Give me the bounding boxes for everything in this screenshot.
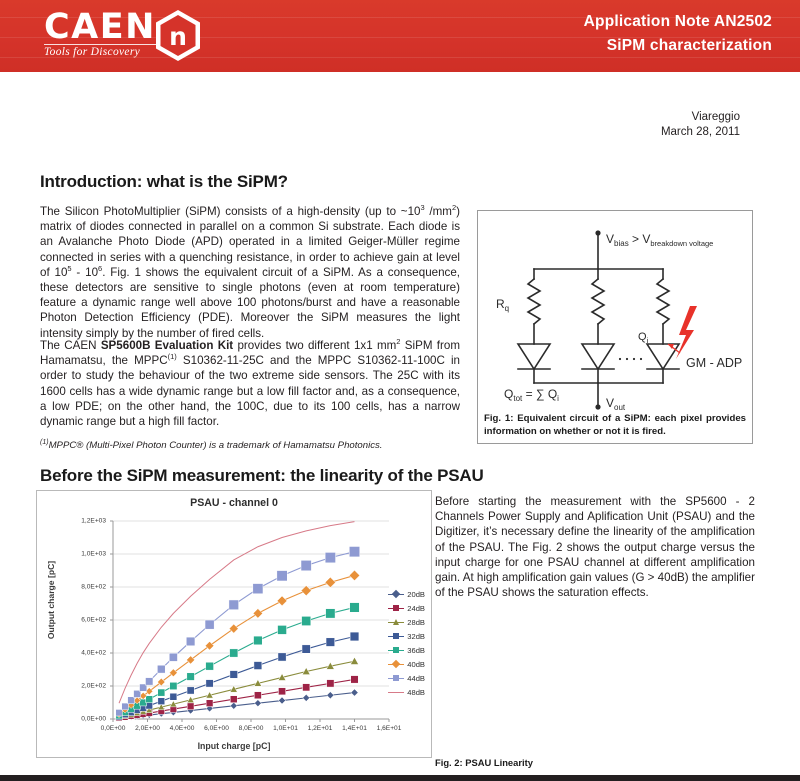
legend-item[interactable] bbox=[388, 643, 425, 657]
p1-sup-2: 2 bbox=[451, 203, 457, 213]
qtot-label: $Q_{tot}$ = ∑ $Q_i$ bbox=[504, 387, 559, 403]
p2-bold-kit: SP5600B Evaluation Kit bbox=[100, 339, 234, 352]
legend-marker bbox=[393, 647, 399, 653]
legend-item[interactable] bbox=[388, 601, 425, 615]
header-title-line1: Application Note AN2502 bbox=[583, 13, 772, 30]
y-tick-label: 8,0E+02 bbox=[81, 583, 106, 591]
p1-text-c: ) matrix of diodes connected in parallel on a common Si substrate. Each diode is an Avalanche Photo Diode (APD) operated in a limited Geiger-Müller regime connected in series with a quenching resistance, in order to achieve gain at level of 10 bbox=[40, 205, 460, 279]
p1-sup-1: 3 bbox=[420, 203, 425, 213]
vout-label: $V_{out}$ bbox=[606, 396, 626, 412]
x-tick-label: 8,0E+00 bbox=[238, 725, 264, 732]
legend-swatch bbox=[388, 636, 404, 637]
logo-wordmark: CAEN bbox=[44, 7, 156, 47]
mppc-footnote bbox=[40, 440, 460, 451]
legend-label: 44dB bbox=[407, 673, 425, 683]
section2-paragraph: Before starting the measurement with the SP5600 - 2 Channels Power Supply and Aplification Unit (PSAU) and the Digitizer, it’s necessary define the linearity of the amplification of the PSAU. The Fig. 2 shows the output charge versus the input charge for one PSAU channel at different amplification gain. At high amplification gain values (G > 40dB) the amplifier of the PSAU shows the saturation effects. bbox=[435, 495, 755, 600]
footnote-marker: (1) bbox=[40, 438, 49, 446]
header-title-line2: SiPM characterization bbox=[606, 37, 772, 54]
legend-marker bbox=[392, 590, 400, 598]
sipm-circuit-diagram bbox=[478, 211, 752, 412]
chart-y-axis-label: Output charge [pC] bbox=[46, 560, 56, 640]
legend-marker bbox=[392, 660, 400, 668]
legend-swatch bbox=[388, 622, 404, 623]
legend-label: 24dB bbox=[407, 603, 425, 613]
qi-label: $Q_i$ bbox=[638, 331, 649, 345]
p1-text-a: The Silicon PhotoMultiplier (SiPM) consists of a high-density (up to ~10 bbox=[40, 205, 421, 218]
section2-heading: Before the SiPM measurement: the linearity of the PSAU bbox=[40, 466, 484, 485]
p1-text-e: . Fig. 1 shows the equivalent circuit of a SiPM. As a consequence, these detectors are sensitive to single photons (even at room temperature) feature a dynamic range well above 100 photons/burst and have a reasonable Photon Detection Efficiency (PDE). Moreover the SiPM measures the light intensity simply by the number of fired cells. bbox=[40, 265, 460, 340]
intro-heading: Introduction: what is the SiPM? bbox=[40, 172, 288, 191]
legend-marker bbox=[393, 605, 399, 611]
vout-node bbox=[595, 404, 600, 409]
p2-sup-1: 2 bbox=[396, 337, 401, 347]
ellipsis-dots bbox=[619, 358, 642, 360]
intro-paragraph-2 bbox=[40, 338, 460, 429]
lightning-bolt-icon bbox=[668, 306, 697, 359]
legend-label: 36dB bbox=[407, 645, 425, 655]
p1-text-b: /mm bbox=[424, 205, 452, 218]
legend-label: 48dB bbox=[407, 687, 425, 697]
svg-text:n: n bbox=[169, 22, 187, 51]
figure-2-chart bbox=[36, 490, 432, 758]
chart-legend bbox=[388, 587, 425, 699]
y-tick-label: 4,0E+02 bbox=[81, 649, 106, 657]
legend-swatch bbox=[388, 650, 404, 651]
x-tick-label: 1,6E+01 bbox=[376, 725, 402, 732]
rq-label: $R_q$ bbox=[496, 297, 510, 313]
figure-2-caption: Fig. 2: PSAU Linearity bbox=[435, 757, 533, 768]
legend-marker bbox=[393, 633, 399, 639]
y-tick-label: 2,0E+02 bbox=[81, 682, 106, 690]
city-label: Viareggio bbox=[691, 111, 740, 123]
y-tick-label: 1,0E+03 bbox=[81, 550, 106, 558]
legend-label: 32dB bbox=[407, 631, 425, 641]
p1-sup-3: 5 bbox=[67, 263, 72, 273]
legend-swatch bbox=[388, 594, 404, 595]
legend-label: 40dB bbox=[407, 659, 425, 669]
x-tick-label: 2,0E+00 bbox=[135, 725, 160, 732]
footnote-text: MPPC® (Multi-Pixel Photon Counter) is a trademark of Hamamatsu Photonics. bbox=[48, 440, 383, 451]
date-block bbox=[661, 110, 740, 140]
p2-sup-2: (1) bbox=[167, 352, 177, 362]
legend-swatch bbox=[388, 608, 404, 609]
x-tick-label: 1,4E+01 bbox=[342, 725, 367, 732]
legend-swatch bbox=[388, 692, 404, 693]
y-tick-label: 0,0E+00 bbox=[81, 715, 106, 723]
legend-item[interactable] bbox=[388, 629, 425, 643]
x-tick-label: 1,2E+01 bbox=[307, 725, 333, 732]
legend-item[interactable] bbox=[388, 615, 425, 629]
chart-x-axis-label: Input charge [pC] bbox=[197, 741, 271, 751]
figure-1-circuit bbox=[477, 210, 753, 444]
legend-marker bbox=[393, 675, 399, 681]
legend-swatch bbox=[388, 678, 404, 679]
hexagon-n-icon bbox=[155, 9, 201, 62]
chart-title: PSAU - channel 0 bbox=[190, 497, 278, 509]
x-tick-label: 6,0E+00 bbox=[204, 725, 229, 732]
legend-label: 28dB bbox=[407, 617, 425, 627]
legend-item[interactable] bbox=[388, 657, 425, 671]
header-title bbox=[584, 10, 772, 58]
legend-item[interactable] bbox=[388, 587, 425, 601]
legend-item[interactable] bbox=[388, 671, 425, 685]
legend-item[interactable] bbox=[388, 685, 425, 699]
x-tick-label: 4,0E+00 bbox=[169, 725, 195, 732]
chart-plot-area bbox=[37, 491, 433, 759]
p2-text-c: SiPM from Hamamatsu, the MPPC bbox=[40, 339, 460, 368]
gm-adp-label: GM - ADP bbox=[686, 356, 743, 370]
logo-tagline: Tools for Discovery bbox=[44, 44, 194, 58]
p1-sup-4: 6 bbox=[98, 263, 103, 273]
figure-1-caption: Fig. 1: Equivalent circuit of a SiPM: each pixel provides information on whether or not it is fired. bbox=[484, 413, 746, 437]
x-tick-label: 1,0E+01 bbox=[273, 725, 298, 732]
legend-label: 20dB bbox=[407, 589, 425, 599]
p2-text-b: provides two different 1x1 mm bbox=[233, 339, 397, 352]
legend-swatch bbox=[388, 664, 404, 665]
p2-text-a: The CAEN bbox=[40, 339, 101, 352]
page-footer-bar bbox=[0, 775, 800, 781]
p2-text-d: S10362-11-25C and the MPPC S10362-11-100C in order to study the behaviour of the two extreme side sensors. The 25C with its 1600 cells has a wide dynamic range but a low fill factor and, as a consequence, a low PDE; on the other hand, the 100C, due to its 100 cells, has a narrow dynamic range but a high fill factor. bbox=[40, 354, 461, 429]
x-tick-label: 0,0E+00 bbox=[100, 725, 126, 732]
y-tick-label: 6,0E+02 bbox=[81, 616, 106, 624]
y-tick-label: 1,2E+03 bbox=[81, 517, 106, 525]
p1-text-d: - 10 bbox=[71, 265, 99, 279]
vbias-label: $V_{bias} > V_{breakdown voltage}$ bbox=[606, 232, 714, 248]
intro-paragraph-1 bbox=[40, 204, 460, 341]
date-label: March 28, 2011 bbox=[660, 126, 740, 138]
page-header bbox=[0, 0, 800, 72]
legend-marker bbox=[393, 619, 399, 625]
